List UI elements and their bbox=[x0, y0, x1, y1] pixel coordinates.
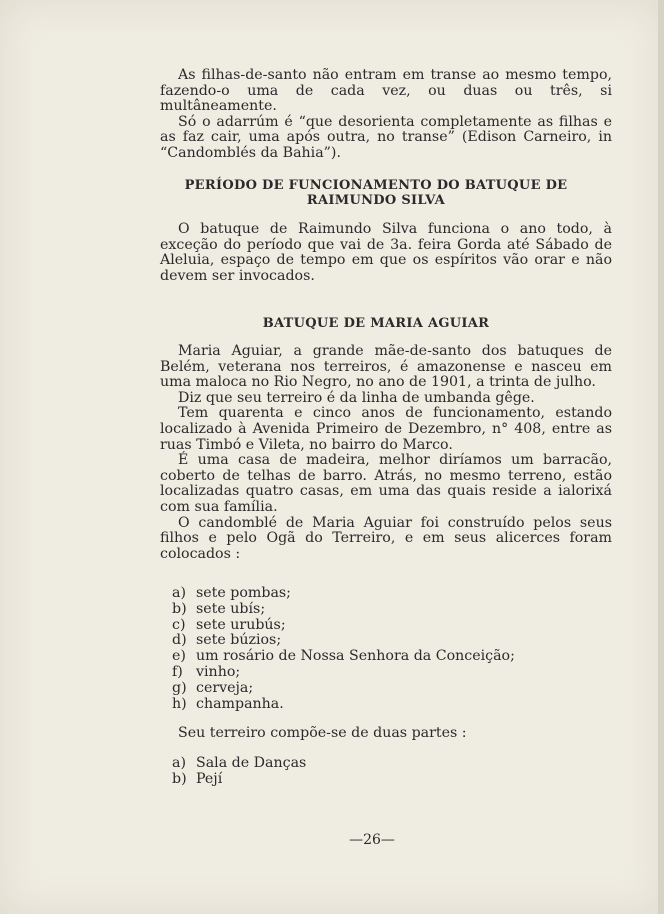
paragraph: O batuque de Raimundo Silva funciona o ano todo, à exceção do período que vai de 3a. feira Gorda até Sábado de Aleluia, espaço de tempo em que os espíritos vão orar e não devem ser invocados. bbox=[160, 221, 612, 284]
list-item bbox=[160, 697, 612, 713]
page-edge bbox=[658, 0, 664, 914]
foundation-list bbox=[160, 586, 612, 712]
paragraph: Seu terreiro compõe-se de duas partes : bbox=[178, 725, 467, 741]
list-marker: b) bbox=[172, 770, 187, 787]
list-text: sete ubís; bbox=[196, 600, 266, 617]
list-marker: f) bbox=[172, 663, 183, 680]
intro-block bbox=[160, 68, 612, 162]
period-block bbox=[160, 222, 612, 284]
list-item bbox=[160, 618, 612, 634]
list-text: cerveja; bbox=[196, 679, 254, 696]
paragraph: As filhas-de-santo não entram em transe ao mesmo tempo, fazendo-o uma de cada vez, ou duas ou três, si multâneamente. bbox=[160, 67, 612, 115]
list-item bbox=[160, 633, 612, 649]
list-marker: e) bbox=[172, 648, 186, 665]
list-marker: h) bbox=[172, 695, 187, 712]
list-item bbox=[160, 649, 612, 665]
list-text: vinho; bbox=[196, 663, 241, 680]
paragraph: Diz que seu terreiro é da linha de umbanda gêge. bbox=[178, 389, 535, 406]
paragraph: É uma casa de madeira, melhor diríamos um barracão, coberto de telhas de barro. Atrás, no mesmo terreno, estão localizadas quatro casas, em uma das quais reside a ialorixá com sua família. bbox=[160, 452, 612, 515]
parts-list bbox=[160, 756, 612, 788]
list-text: um rosário de Nossa Senhora da Conceição; bbox=[196, 648, 515, 665]
list-item bbox=[160, 602, 612, 618]
parts-block bbox=[160, 726, 612, 742]
page-number: —26— bbox=[349, 832, 395, 848]
list-item bbox=[160, 586, 612, 602]
list-marker: a) bbox=[172, 755, 186, 771]
section-heading: PERÍODO DE FUNCIONAMENTO DO BATUQUE DE RAIMUNDO SILVA bbox=[184, 178, 568, 208]
list-marker: b) bbox=[172, 600, 187, 617]
list-text: sete búzios; bbox=[196, 632, 282, 649]
list-text: Sala de Danças bbox=[196, 755, 307, 771]
paragraph: Tem quarenta e cinco anos de funcionamento, estando localizado à Avenida Primeiro de Dezembro, n° 408, entre as ruas Timbó e Vileta, no bairro do Marco. bbox=[160, 405, 612, 453]
maria-block bbox=[160, 344, 612, 562]
section-heading: BATUQUE DE MARIA AGUIAR bbox=[262, 316, 490, 331]
list-item bbox=[160, 665, 612, 681]
list-text: sete pombas; bbox=[196, 585, 291, 601]
list-item bbox=[160, 681, 612, 697]
foundation-list-block bbox=[160, 586, 612, 712]
list-marker: g) bbox=[172, 679, 187, 696]
list-item bbox=[160, 772, 612, 788]
paragraph: O candomblé de Maria Aguiar foi construído pelos seus filhos e pelo Ogã do Terreiro, e em seus alicerces foram colocados : bbox=[160, 514, 612, 562]
paragraph: Só o adarrúm é “que desorienta completamente as filhas e as faz cair, uma após outra, no transe” (Edison Carneiro, in “Candomblés da Bahia”). bbox=[160, 113, 612, 161]
list-text: Pejí bbox=[196, 770, 223, 787]
parts-list-block bbox=[160, 756, 612, 788]
list-marker: d) bbox=[172, 632, 187, 649]
list-item bbox=[160, 756, 612, 772]
list-text: champanha. bbox=[196, 695, 284, 712]
list-marker: a) bbox=[172, 585, 186, 601]
paragraph: Maria Aguiar, a grande mãe-de-santo dos batuques de Belém, veterana nos terreiros, é amazonense e nasceu em uma maloca no Rio Negro, no ano de 1901, a trinta de julho. bbox=[160, 343, 612, 391]
list-marker: c) bbox=[172, 616, 186, 633]
list-text: sete urubús; bbox=[196, 616, 286, 633]
